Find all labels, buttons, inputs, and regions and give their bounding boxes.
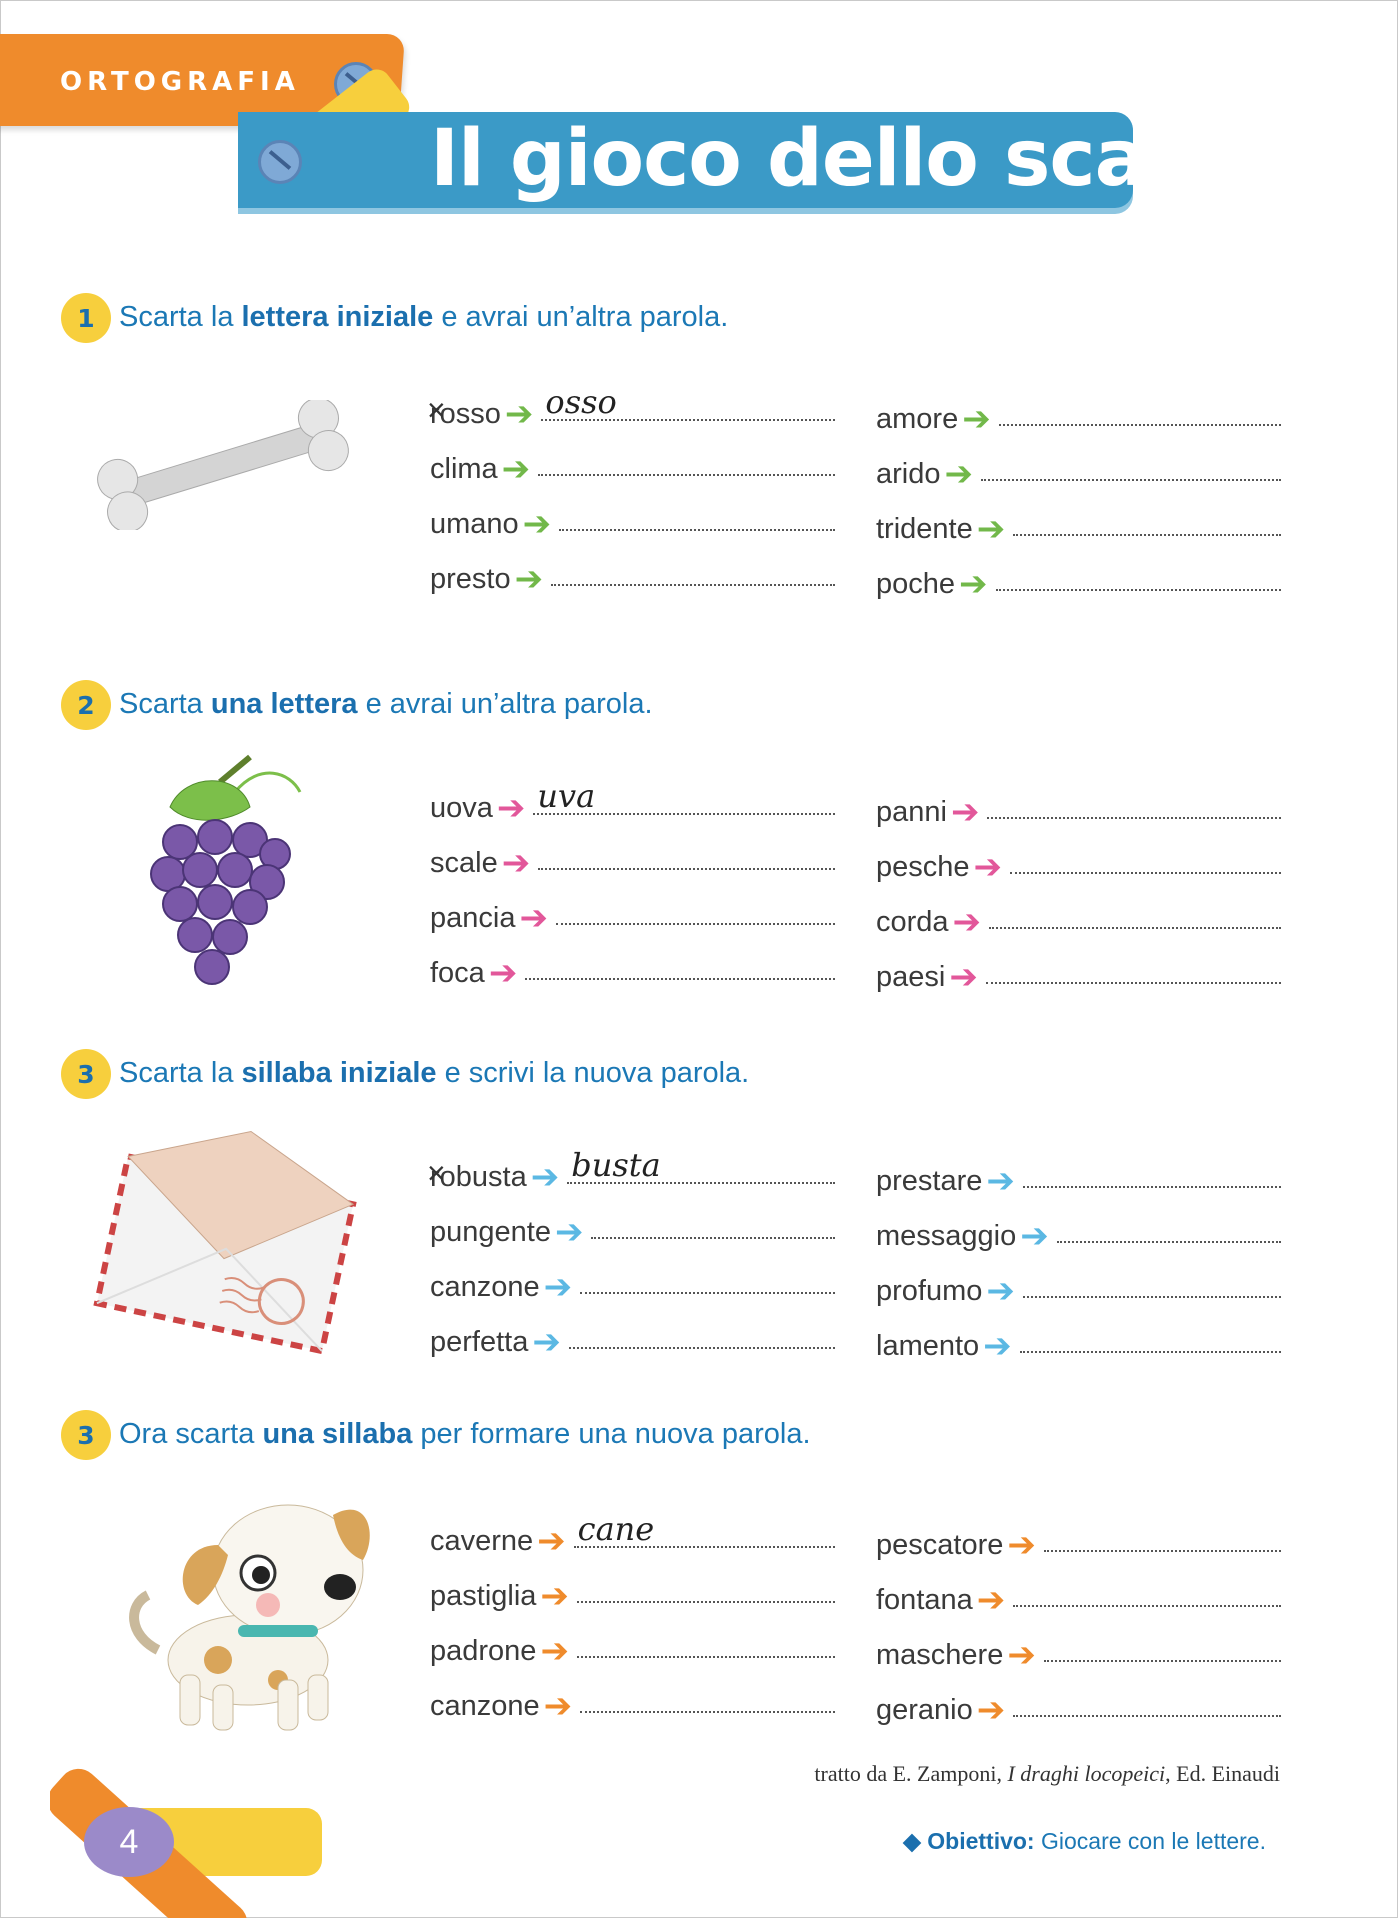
- answer-field[interactable]: [1044, 1630, 1281, 1662]
- screw-icon: [258, 140, 302, 184]
- answer-field[interactable]: [538, 444, 835, 476]
- word-row: [876, 1154, 1281, 1201]
- exercise-instruction: Scarta la lettera iniziale e avrai un’altra parola.: [119, 301, 729, 333]
- word-row: [430, 836, 835, 883]
- envelope-illustration: [92, 1120, 372, 1370]
- answer-field[interactable]: [556, 893, 835, 925]
- word-label: presto: [430, 563, 511, 595]
- word-label: caverne: [430, 1525, 534, 1557]
- puppy-illustration: [118, 1485, 378, 1735]
- word-label: paesi: [876, 961, 946, 993]
- arrow-right-icon: ➔: [976, 1580, 1006, 1620]
- word-label: arido: [876, 458, 941, 490]
- answer-field[interactable]: [987, 787, 1281, 819]
- word-label: canzone: [430, 1690, 540, 1722]
- source-credit: tratto da E. Zamponi, I draghi locopeici, Ed. Einaudi: [814, 1761, 1280, 1786]
- answer-field[interactable]: [577, 1626, 835, 1658]
- answer-field[interactable]: [1013, 1575, 1281, 1607]
- answer-field[interactable]: [538, 838, 835, 870]
- arrow-right-icon: ➔: [976, 1690, 1006, 1730]
- answer-field[interactable]: [541, 383, 835, 421]
- word-label: corda: [876, 906, 949, 938]
- word-row: [430, 383, 835, 434]
- word-label: profumo: [876, 1275, 983, 1307]
- arrow-right-icon: ➔: [501, 843, 531, 883]
- word-row: [430, 1315, 835, 1362]
- word-label: pesche: [876, 851, 970, 883]
- word-row: [430, 946, 835, 993]
- arrow-right-icon: ➔: [983, 1326, 1012, 1366]
- arrow-right-icon: ➔: [540, 1576, 569, 1616]
- word-row: [876, 447, 1281, 494]
- answer-text: cane: [577, 1510, 655, 1548]
- exercise-instruction: Ora scarta una sillaba per formare una nuova parola.: [119, 1418, 811, 1450]
- answer-field[interactable]: [533, 777, 835, 815]
- word-label: rosso ×: [430, 398, 501, 431]
- arrow-right-icon: ➔: [514, 559, 544, 599]
- word-label: uova: [430, 792, 493, 824]
- arrow-right-icon: ➔: [543, 1267, 573, 1307]
- arrow-right-icon: ➔: [537, 1521, 566, 1561]
- page-title: Il gioco dello scarto: [430, 114, 1273, 204]
- word-row: [876, 1264, 1281, 1311]
- arrow-right-icon: ➔: [519, 898, 548, 938]
- exercise-number: 3: [61, 1049, 111, 1099]
- word-row: [430, 1260, 835, 1307]
- exercise-number: 2: [61, 680, 111, 730]
- answer-field[interactable]: [996, 559, 1281, 591]
- answer-field[interactable]: [577, 1571, 835, 1603]
- arrow-right-icon: ➔: [1007, 1525, 1036, 1565]
- word-row: [876, 785, 1281, 832]
- arrow-right-icon: ➔: [543, 1686, 573, 1726]
- arrow-right-icon: ➔: [530, 1157, 560, 1197]
- word-row: [876, 502, 1281, 549]
- word-row: [876, 1683, 1281, 1730]
- answer-field[interactable]: [567, 1146, 835, 1184]
- answer-text: osso: [545, 383, 617, 421]
- word-label: clima: [430, 453, 498, 485]
- word-label: pescatore: [876, 1529, 1004, 1561]
- answer-field[interactable]: [986, 952, 1281, 984]
- word-row: [876, 392, 1281, 439]
- word-label: poche: [876, 568, 956, 600]
- word-label: lamento: [876, 1330, 980, 1362]
- word-row: [430, 777, 835, 828]
- word-label: robusta ×: [430, 1161, 527, 1194]
- word-row: [876, 895, 1281, 942]
- arrow-right-icon: ➔: [962, 399, 991, 439]
- exercise-number: 3: [61, 1410, 111, 1460]
- arrow-right-icon: ➔: [976, 509, 1006, 549]
- arrow-right-icon: ➔: [952, 902, 982, 942]
- exercise-instruction: Scarta la sillaba iniziale e scrivi la nuova parola.: [119, 1057, 750, 1089]
- arrow-right-icon: ➔: [522, 504, 552, 544]
- objective-note: ◆ Obiettivo: Giocare con le lettere.: [903, 1828, 1266, 1854]
- arrow-right-icon: ➔: [504, 394, 534, 434]
- word-label: pastiglia: [430, 1580, 537, 1612]
- answer-field[interactable]: [591, 1207, 835, 1239]
- answer-field[interactable]: [981, 449, 1281, 481]
- word-row: [876, 1518, 1281, 1565]
- answer-field[interactable]: [569, 1317, 835, 1349]
- answer-field[interactable]: [574, 1510, 835, 1548]
- answer-field[interactable]: [559, 499, 835, 531]
- word-row: [430, 1205, 835, 1252]
- arrow-right-icon: ➔: [532, 1322, 561, 1362]
- exercise-instruction: Scarta una lettera e avrai un’altra parola.: [119, 688, 653, 720]
- grapes-illustration: [140, 752, 320, 992]
- answer-field[interactable]: [1020, 1321, 1281, 1353]
- answer-field[interactable]: [1013, 1685, 1281, 1717]
- arrow-right-icon: ➔: [944, 454, 973, 494]
- diamond-icon: ◆: [903, 1828, 921, 1854]
- word-label: prestare: [876, 1165, 983, 1197]
- word-row: [876, 950, 1281, 997]
- word-label: fontana: [876, 1584, 973, 1616]
- answer-field[interactable]: [1013, 504, 1281, 536]
- answer-field[interactable]: [525, 948, 835, 980]
- answer-field[interactable]: [989, 897, 1281, 929]
- word-row: [876, 1628, 1281, 1675]
- page-number: 4: [84, 1807, 174, 1877]
- word-label: messaggio: [876, 1220, 1017, 1252]
- arrow-right-icon: ➔: [973, 847, 1003, 887]
- answer-field[interactable]: [1010, 842, 1281, 874]
- word-label: padrone: [430, 1635, 537, 1667]
- answer-field[interactable]: [1044, 1520, 1281, 1552]
- arrow-right-icon: ➔: [950, 792, 980, 832]
- arrow-right-icon: ➔: [540, 1631, 569, 1671]
- answer-field[interactable]: [1023, 1156, 1281, 1188]
- word-label: foca: [430, 957, 485, 989]
- arrow-right-icon: ➔: [959, 564, 988, 604]
- word-row: [430, 1146, 835, 1197]
- arrow-right-icon: ➔: [488, 953, 518, 993]
- answer-field[interactable]: [580, 1262, 835, 1294]
- word-label: canzone: [430, 1271, 540, 1303]
- word-row: [430, 1510, 835, 1561]
- answer-text: uva: [537, 777, 596, 815]
- word-row: [876, 1573, 1281, 1620]
- word-row: [430, 497, 835, 544]
- answer-field[interactable]: [1023, 1266, 1281, 1298]
- arrow-right-icon: ➔: [501, 449, 531, 489]
- section-tag: ORTOGRAFIA: [60, 67, 300, 97]
- arrow-right-icon: ➔: [1007, 1635, 1036, 1675]
- word-label: maschere: [876, 1639, 1004, 1671]
- exercise-number: 1: [61, 293, 111, 343]
- word-label: amore: [876, 403, 959, 435]
- word-label: perfetta: [430, 1326, 529, 1358]
- arrow-right-icon: ➔: [986, 1271, 1015, 1311]
- word-label: scale: [430, 847, 498, 879]
- word-label: panni: [876, 796, 947, 828]
- answer-field[interactable]: [999, 394, 1281, 426]
- word-row: [430, 1569, 835, 1616]
- word-row: [430, 1624, 835, 1671]
- word-row: [876, 557, 1281, 604]
- word-label: pungente: [430, 1216, 551, 1248]
- word-label: pancia: [430, 902, 516, 934]
- answer-field[interactable]: [551, 554, 835, 586]
- word-row: [876, 1319, 1281, 1366]
- arrow-right-icon: ➔: [986, 1161, 1015, 1201]
- answer-text: busta: [571, 1146, 661, 1184]
- word-row: [430, 1679, 835, 1726]
- word-row: [430, 891, 835, 938]
- answer-field[interactable]: [1057, 1211, 1281, 1243]
- word-label: umano: [430, 508, 519, 540]
- word-row: [876, 1209, 1281, 1256]
- word-label: tridente: [876, 513, 973, 545]
- word-row: [430, 442, 835, 489]
- word-label: geranio: [876, 1694, 973, 1726]
- arrow-right-icon: ➔: [949, 957, 978, 997]
- word-row: [430, 552, 835, 599]
- arrow-right-icon: ➔: [554, 1212, 584, 1252]
- answer-field[interactable]: [580, 1681, 835, 1713]
- bone-illustration: [88, 400, 358, 530]
- arrow-right-icon: ➔: [1020, 1216, 1049, 1256]
- word-row: [876, 840, 1281, 887]
- arrow-right-icon: ➔: [496, 788, 526, 828]
